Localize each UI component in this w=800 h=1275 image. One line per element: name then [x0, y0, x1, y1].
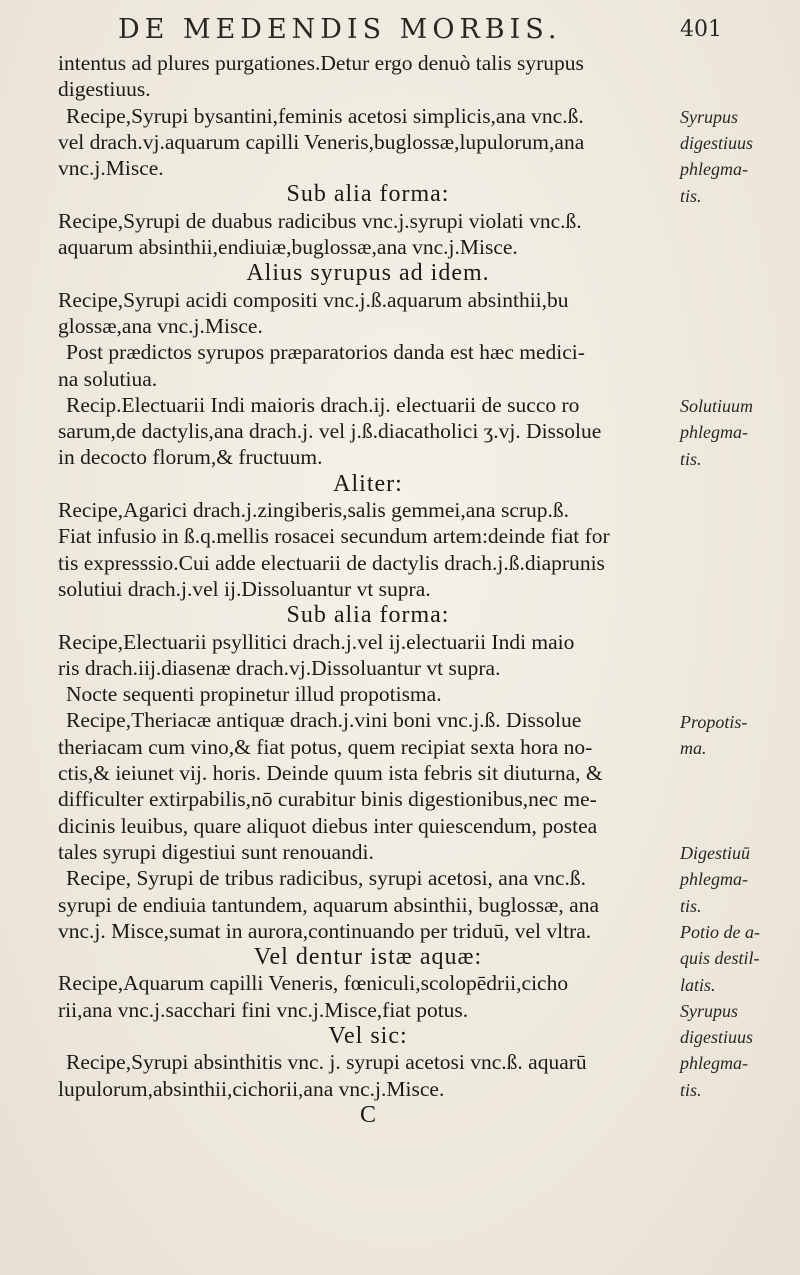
margin-note: tis.: [680, 448, 702, 469]
text-line: digestiuus.: [58, 77, 151, 102]
section-heading: Alius syrupus ad idem.: [246, 260, 490, 287]
margin-note: tis.: [680, 185, 702, 206]
section-heading: Sub alia forma:: [286, 181, 450, 208]
margin-note: Digestiuū: [680, 843, 750, 863]
text-line: difficulter extirpabilis,nō curabitur binis digestionibus,nec me-: [58, 787, 597, 812]
text-line: intentus ad plures purgationes.Detur ergo denuò talis syrupus: [58, 51, 584, 75]
text-line: vel drach.vj.aquarum capilli Veneris,buglossæ,lupulorum,ana: [58, 129, 585, 154]
margin-note: Solutiuum: [680, 395, 754, 416]
text-line: Recipe,Syrupi bysantini,feminis acetosi simplicis,ana vnc.ß.: [66, 103, 584, 128]
margin-note: Potio de a-: [680, 921, 760, 942]
text-line: ctis,& ieiunet vij. horis. Deinde quum ista febris sit diuturna, &: [58, 761, 603, 786]
text-line: Recipe,Syrupi acidi compositi vnc.j.ß.aquarum absinthii,bu: [58, 287, 569, 312]
margin-note: ma.: [680, 737, 707, 758]
section-heading: Sub alia forma:: [286, 602, 450, 629]
text-line: Post prædictos syrupos præparatorios danda est hæc medici-: [66, 340, 585, 365]
text-line: vnc.j.Misce.: [58, 156, 164, 181]
text-line: sarum,de dactylis,ana drach.j. vel j.ß.diacatholici ʒ.vj. Dissolue: [58, 419, 602, 444]
text-line: Recip.Electuarii Indi maioris drach.ij. electuarii de succo ro: [66, 392, 580, 417]
page-number: 401: [680, 17, 722, 42]
text-line: in decocto florum,& fructuum.: [58, 445, 323, 470]
page-header: [0, 14, 800, 50]
signature-mark: C: [359, 1101, 376, 1128]
text-line: lupulorum,absinthii,cichorii,ana vnc.j.Misce.: [58, 1076, 445, 1101]
margin-note: Syrupus: [680, 1000, 738, 1021]
text-line: Nocte sequenti propinetur illud propotisma.: [66, 682, 442, 707]
text-line: aquarum absinthii,endiuiæ,buglossæ,ana vnc.j.Misce.: [58, 235, 518, 260]
margin-note: Syrupus: [680, 106, 738, 127]
text-line: tis expresssio.Cui adde electuarii de dactylis drach.j.ß.diaprunis: [58, 550, 605, 575]
text-line: Recipe,Aquarum capilli Veneris, fœniculi,scolopēdrii,cicho: [58, 971, 569, 996]
text-line: Recipe,Syrupi absinthitis vnc. j. syrupi acetosi vnc.ß. aquarū: [66, 1050, 587, 1075]
text-line: Recipe,Theriacæ antiquæ drach.j.vini boni vnc.j.ß. Dissolue: [66, 708, 582, 733]
text-line: Recipe,Electuarii psyllitici drach.j.vel ij.electuarii Indi maio: [58, 629, 575, 654]
margin-note: phlegma-: [680, 159, 748, 180]
margin-note: latis.: [680, 974, 716, 995]
margin-note: phlegma-: [680, 422, 748, 443]
section-heading: Vel sic:: [328, 1022, 408, 1049]
margin-note: quis destil-: [680, 948, 760, 969]
text-line: vnc.j. Misce,sumat in aurora,continuando per triduū, vel vltra.: [58, 918, 592, 943]
text-line: syrupi de endiuia tantundem, aquarum absinthii, buglossæ, ana: [58, 892, 599, 917]
text-line: rii,ana vnc.j.sacchari fini vnc.j.Misce,fiat potus.: [58, 997, 469, 1022]
text-line: solutiui drach.j.vel ij.Dissoluantur vt supra.: [58, 576, 431, 601]
text-line: glossæ,ana vnc.j.Misce.: [58, 313, 263, 338]
margin-note: phlegma-: [680, 869, 748, 890]
margin-note: tis.: [680, 895, 702, 916]
margin-note: tis.: [680, 1079, 702, 1100]
text-line: tales syrupi digestiui sunt renouandi.: [58, 839, 374, 864]
text-line: ris drach.iij.diasenæ drach.vj.Dissoluantur vt supra.: [58, 655, 501, 680]
margin-note: digestiuus: [680, 1027, 754, 1048]
running-head: DE MEDENDIS MORBIS.: [118, 14, 562, 45]
text-line: Fiat infusio in ß.q.mellis rosacei secundum artem:deinde fiat for: [58, 524, 610, 549]
text-line: Recipe,Agarici drach.j.zingiberis,salis gemmei,ana scrup.ß.: [58, 498, 570, 523]
text-line: na solutiua.: [58, 366, 158, 391]
section-heading: Aliter:: [333, 470, 403, 497]
margin-note: Propotis-: [680, 711, 748, 732]
text-line: Recipe, Syrupi de tribus radicibus, syrupi acetosi, ana vnc.ß.: [66, 866, 587, 891]
text-block: [58, 50, 678, 1128]
margin-note: digestiuus: [680, 132, 754, 153]
section-heading: Vel dentur istæ aquæ:: [253, 944, 483, 971]
text-line: theriacam cum vino,& fiat potus, quem recipiat sexta hora no-: [58, 734, 593, 759]
margin-note: phlegma-: [680, 1053, 748, 1074]
text-line: Recipe,Syrupi de duabus radicibus vnc.j.syrupi violati vnc.ß.: [58, 208, 582, 233]
text-line: dicinis leuibus, quare aliquot diebus inter quiescendum, postea: [58, 813, 598, 838]
